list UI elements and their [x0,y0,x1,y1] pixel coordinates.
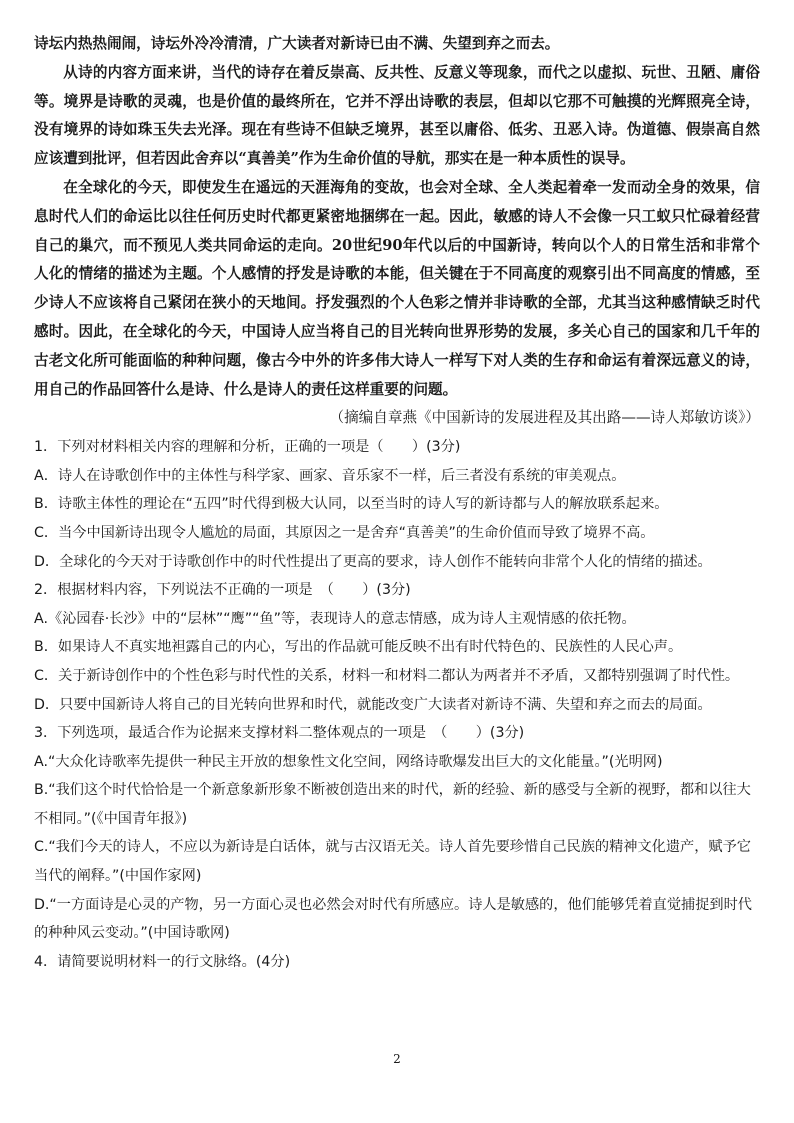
passage-paragraph: 在全球化的今天，即使发生在遥远的天涯海角的变故，也会对全球、全人类起着牵一发而动全身的效果，信息时代人们的命运比以往任何历史时代都更紧密地捆绑在一起。因此，敏感的诗人不会像一只工蚁只忙碌着经营自己的巢穴，而不预见人类共同命运的走向。20世纪90年代以后的中国新诗，转向以个人的日常生活和非常个人化的情绪的描述为主题。个人感情的抒发是诗歌的本能，但关键在于不同高度的观察引出不同高度的情感，至少诗人不应该将自己紧闭在狭小的天地间。抒发强烈的个人色彩之情并非诗歌的全部，尤其当这种感情缺乏时代感时。因此，在全球化的今天，中国诗人应当将自己的目光转向世界形势的发展，多关心自己的国家和几千年的古老文化所可能面临的种种问题，像古今中外的许多伟大诗人一样写下对人类的生存和命运有着深远意义的诗，用自己的作品回答什么是诗、什么是诗人的责任这样重要的问题。 [34,178,760,398]
reading-passage [34,30,760,404]
option-text: C．当今中国新诗出现令人尴尬的局面，其原因之一是舍弃“真善美”的生命价值而导致了境界不高。 [34,524,655,541]
question-stem: 1．下列对材料相关内容的理解和分析，正确的一项是（ ）(3分) [34,439,461,456]
option-text: D．只要中国新诗人将自己的目光转向世界和时代，就能改变广大读者对新诗不满、失望和弃之而去的局面。 [34,696,712,713]
question-list [34,433,760,976]
passage-paragraph: 诗坛内热热闹闹，诗坛外冷冷清清，广大读者对新诗已由不满、失望到弃之而去。 [34,35,560,52]
option-text: A.“大众化诗歌率先提供一种民主开放的想象性文化空间，网络诗歌爆发出巨大的文化能量。”(光明网) [34,753,663,770]
option-text: C.“我们今天的诗人，不应以为新诗是白话体，就与古汉语无关。诗人首先要珍惜自己民族的精神文化遗产，赋予它当代的阐释。”(中国作家网) [34,839,751,885]
question-stem: 2．根据材料内容，下列说法不正确的一项是 （ ）(3分) [34,582,411,599]
option-text: A．诗人在诗歌创作中的主体性与科学家、画家、音乐家不一样，后三者没有系统的审美观点。 [34,467,626,484]
exam-page [34,30,760,976]
option-text: A.《沁园春·长沙》中的“层林”“鹰”“鱼”等，表现诗人的意志情感，成为诗人主观情感的依托物。 [34,610,636,627]
option-text: B.“我们这个时代恰恰是一个新意象新形象不断被创造出来的时代，新的经验、新的感受与全新的视野，都和以往大不相同。”(《中国青年报》) [34,782,751,827]
question-stem: 3．下列选项，最适合作为论据来支撑材料二整体观点的一项是 （ ）(3分) [34,725,525,742]
passage-paragraph: 从诗的内容方面来讲，当代的诗存在着反崇高、反共性、反意义等现象，而代之以虚拟、玩世、丑陋、庸俗等。境界是诗歌的灵魂，也是价值的最终所在，它并不浮出诗歌的表层，但却以它那不可触摸的光辉照亮全诗，没有境界的诗如珠玉失去光泽。现在有些诗不但缺乏境界，甚至以庸俗、低劣、丑恶入诗。伪道德、假崇高自然应该遭到批评，但若因此舍弃以“真善美”作为生命价值的导航，那实在是一种本质性的误导。 [34,63,760,168]
option-text: D.“一方面诗是心灵的产物，另一方面心灵也必然会对时代有所感应。诗人是敏感的，他们能够凭着直觉捕捉到时代的种种风云变动。”(中国诗歌网) [34,896,752,942]
option-text: D．全球化的今天对于诗歌创作中的时代性提出了更高的要求，诗人创作不能转向非常个人化的情绪的描述。 [34,553,712,570]
option-text: C．关于新诗创作中的个性色彩与时代性的关系，材料一和材料二都认为两者并不矛盾，又都特别强调了时代性。 [34,667,740,684]
option-text: B．如果诗人不真实地袒露自己的内心，写出的作品就可能反映不出有时代特色的、民族性的人民心声。 [34,639,683,656]
page-number: 2 [393,1052,401,1066]
passage-source: （摘编自章燕《中国新诗的发展进程及其出路——诗人郑敏访谈》） [329,409,760,427]
option-text: B．诗歌主体性的理论在“五四”时代得到极大认同，以至当时的诗人写的新诗都与人的解放联系起来。 [34,496,669,513]
question-stem: 4．请简要说明材料一的行文脉络。(4分) [34,953,291,970]
